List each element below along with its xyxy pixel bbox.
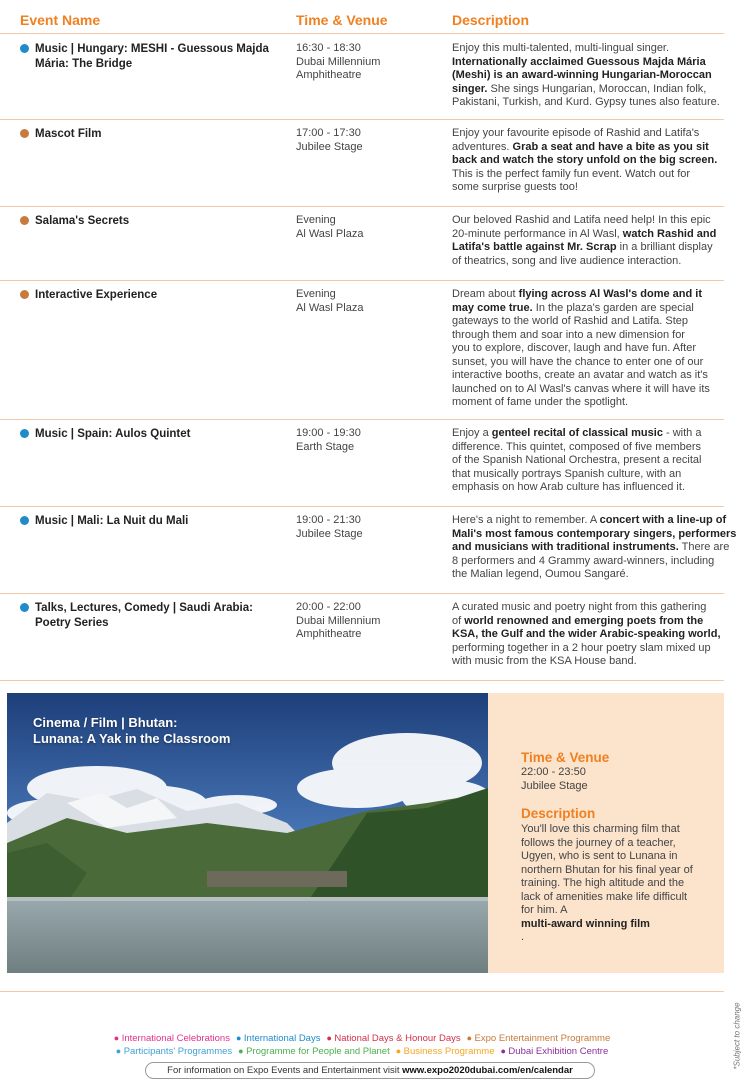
event-description: Our beloved Rashid and Latifa need help! In this epic 20-minute performance in Al Wasl, watch Rashid and Latifa's battle against Mr. Scrap in a brilliant display of theatrics, song and live audience interaction. — [452, 214, 717, 267]
legend-bullet-icon: ● — [115, 1046, 124, 1056]
event-time-venue — [296, 42, 441, 83]
event-time: 16:30 - 18:30 — [296, 42, 361, 54]
legend-bullet-icon: ● — [326, 1033, 335, 1043]
event-description: Here's a night to remember. A concert with a line-up of Mali's most famous contemporary singers, performers and musicians with traditional instruments. There are 8 performers and 4 Grammy award-winners, including the Malian legend, Oumou Sangaré. — [452, 514, 737, 580]
event-name: Music | Hungary: MESHI - Guessous Majda Mária: The Bridge — [35, 43, 269, 70]
featured-time-venue: 22:00 - 23:50 Jubilee Stage — [521, 766, 588, 792]
table-row — [0, 120, 724, 207]
event-description: A curated music and poetry night from this gathering of world renowned and emerging poets from the KSA, the Gulf and the wider Arabic-speaking world, performing together in a 2 hour poetry slam mixed up with music from the KSA House band. — [452, 601, 721, 667]
event-name: Interactive Experience — [35, 289, 158, 301]
event-time: Evening — [296, 214, 336, 226]
event-time-venue — [296, 427, 441, 454]
event-venue: Dubai Millennium — [296, 614, 381, 627]
featured-info-panel — [488, 693, 724, 973]
event-name: Music | Spain: Aulos Quintet — [35, 428, 191, 440]
legend-bullet-icon: ● — [238, 1046, 247, 1056]
featured-title: Cinema / Film | Bhutan: Lunana: A Yak in the Classroom — [33, 715, 231, 746]
category-dot-icon — [20, 44, 29, 53]
event-time-venue — [296, 601, 441, 642]
category-dot-icon — [20, 516, 29, 525]
category-dot-icon — [20, 429, 29, 438]
header-event-name: Event Name — [20, 12, 101, 28]
legend-item: ● International Days — [235, 1033, 321, 1044]
table-row — [0, 281, 724, 420]
legend-item: ● International Celebrations — [113, 1033, 230, 1044]
event-description: Enjoy this multi-talented, multi-lingual singer. Internationally acclaimed Guessous Majda Mária (Meshi) is an award-winning Hungarian-Moroccan singer. She sings Hungarian, Moroccan, Indian folk, Pakistani, Turkish, and Kurd. Gypsy tunes also feature. — [452, 42, 720, 108]
event-name: Mascot Film — [35, 128, 102, 140]
featured-description: You'll love this charming film that follows the journey of a teacher, Ugyen, who is sent to Lunana in northern Bhutan for his final year of training. The high altitude and the lack of amenities make life difficult for him. A multi-award winning film . — [521, 823, 693, 943]
legend-row-1 — [0, 1032, 724, 1045]
legend-bullet-icon: ● — [113, 1033, 122, 1043]
event-venue: Jubilee Stage — [296, 140, 363, 153]
event-venue: Amphitheatre — [296, 69, 362, 81]
event-venue: Dubai Millennium — [296, 55, 381, 68]
event-venue: Jubilee Stage — [296, 527, 363, 540]
event-name: Music | Mali: La Nuit du Mali — [35, 515, 189, 527]
event-time-venue — [296, 514, 441, 541]
header-time-venue: Time & Venue — [296, 12, 388, 28]
event-time: 19:00 - 21:30 — [296, 514, 361, 526]
featured-event — [7, 693, 724, 973]
event-venue: Earth Stage — [296, 440, 355, 453]
legend-row-2 — [0, 1045, 724, 1058]
legend-item: ● Programme for People and Planet — [238, 1046, 390, 1057]
event-venue: Al Wasl Plaza — [296, 301, 364, 314]
legend-item: ● Expo Entertainment Programme — [466, 1033, 611, 1044]
category-dot-icon — [20, 216, 29, 225]
category-dot-icon — [20, 290, 29, 299]
table-header — [0, 0, 724, 34]
legend-bullet-icon: ● — [395, 1046, 404, 1056]
event-venue: Al Wasl Plaza — [296, 227, 364, 240]
table-row — [0, 35, 724, 120]
legend-bullet-icon: ● — [466, 1033, 475, 1043]
header-description: Description — [452, 12, 530, 28]
event-name: Talks, Lectures, Comedy | Saudi Arabia: Poetry Series — [35, 602, 253, 629]
table-row — [0, 507, 737, 594]
event-time-venue — [296, 288, 441, 315]
table-row — [0, 207, 724, 281]
event-time: Evening — [296, 288, 336, 300]
event-time: 17:00 - 17:30 — [296, 127, 361, 139]
legend-bullet-icon: ● — [235, 1033, 244, 1043]
event-description: Enjoy a genteel recital of classical music - with a difference. This quintet, composed of five members of the Spanish National Orchestra, present a recital that musically portrays Spanish culture, with an emphasis on how Arab culture has influenced it. — [452, 427, 702, 493]
featured-description-label: Description — [521, 806, 596, 821]
legend-bullet-icon: ● — [500, 1046, 509, 1056]
event-description: Dream about flying across Al Wasl's dome and it may come true. In the plaza's garden are special gateways to the world of Rashid and Latifa. Step through them and soar into a new dimension for you to explore, discover, laugh and have fun. After sunset, you will have the chance to enter one of our interactive booths, create an avatar and watch as it's launched on to Al Wasl's canvas where it will have its moment of fame under the spotlight. — [452, 288, 710, 408]
legend-item: ● Dubai Exhibition Centre — [500, 1046, 609, 1057]
category-dot-icon — [20, 603, 29, 612]
legend-item: ● Business Programme — [395, 1046, 495, 1057]
calendar-info-text: For information on Expo Events and Entertainment visit — [167, 1065, 403, 1076]
event-description: Enjoy your favourite episode of Rashid and Latifa's adventures. Grab a seat and have a bite as you sit back and watch the story unfold on the big screen. This is the perfect family fun event. Watch out for some surprise guests too! — [452, 127, 718, 193]
event-time-venue — [296, 127, 441, 154]
featured-photo — [7, 693, 488, 973]
event-name: Salama's Secrets — [35, 215, 130, 227]
calendar-url[interactable]: www.expo2020dubai.com/en/calendar — [402, 1065, 573, 1076]
table-row — [0, 594, 724, 681]
event-time-venue — [296, 214, 441, 241]
legend-item: ● Participants' Programmes — [115, 1046, 233, 1057]
featured-time-venue-label: Time & Venue — [521, 750, 610, 765]
event-time: 19:00 - 19:30 — [296, 427, 361, 439]
event-time: 20:00 - 22:00 — [296, 601, 361, 613]
table-row — [0, 420, 724, 507]
category-dot-icon — [20, 129, 29, 138]
legend-item: ● National Days & Honour Days — [326, 1033, 461, 1044]
subject-to-change-note: *Subject to change — [732, 1002, 742, 1070]
event-venue: Amphitheatre — [296, 628, 362, 640]
footer-divider — [0, 991, 724, 992]
calendar-info-link[interactable] — [145, 1062, 595, 1079]
category-legend — [0, 1032, 724, 1058]
